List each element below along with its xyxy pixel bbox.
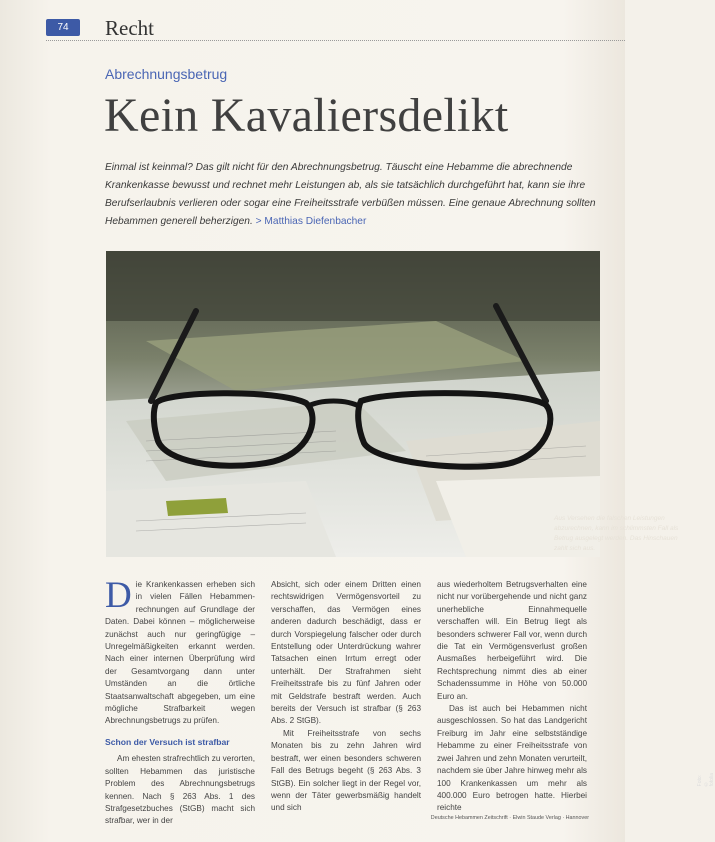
- author-byline: > Matthias Diefenbacher: [255, 216, 367, 227]
- body-paragraph: Mit Freiheitsstrafe von sechs Monaten bis zu zehn Jahren wird bestraft, wer einen besonders schweren Fall des Betrugs begeht (§ 263 Abs. 3 StGB). Ein solcher liegt in der Regel vor, wenn der Täter gewerbsmäßig handelt und sich: [271, 728, 421, 813]
- article-kicker: Abrechnungsbetrug: [105, 66, 228, 82]
- lead-text: Einmal ist keinmal? Das gilt nicht für den Abrechnungsbetrug. Täuscht eine Hebamme die abrechnende Krankenkasse bewusst und rechnet mehr Leistungen ab, als sie tatsächlich durchgeführt hat, kann sie ihre Berufserlaubnis verlieren oder sogar eine Freiheitsstrafe verbüßen müssen. Eine genaue Abrechnung sollten Hebammen generell beherzigen.: [105, 162, 596, 227]
- body-column-1: [105, 575, 255, 828]
- body-column-3: [437, 579, 587, 815]
- section-title: Recht: [105, 16, 154, 40]
- article-body: [105, 575, 601, 826]
- body-column-2: [271, 579, 421, 815]
- body-paragraph: ie Krankenkassen erheben sich in vielen Fällen Hebammenrechnungen auf Grundlage der Daten. Dabei können – möglicherweise zunächst auch nur geringfügige – Unregelmäßigkeiten erkannt werden. Nach einer internen Überprüfung wird der Gesamtvorgang dann unter Umständen an die örtliche Staatsanwaltschaft abgegeben, um eine mögliche Strafbarkeit wegen Abrechnungsbetrugs zu prüfen.: [105, 580, 255, 726]
- drop-cap: D: [105, 575, 132, 616]
- page-number-badge: 74: [46, 19, 80, 36]
- article-lead: [105, 159, 605, 231]
- body-subheading: Schon der Versuch ist strafbar: [105, 736, 230, 747]
- photo-credit: Foto: © fotolia: [697, 772, 715, 787]
- glasses-on-papers-image: [106, 251, 600, 557]
- photo-caption: Aus Versehen die falschen Leistungen abzurechnen, kann im schlimmsten Fall als Betrug ausgelegt werden. Das Hinschauen zahlt sich aus.: [554, 515, 679, 552]
- header-divider: [46, 40, 625, 41]
- body-paragraph: Das ist auch bei Hebammen nicht ausgeschlossen. So hat das Landgericht Freiburg im Jahr eine selbstständige Hebamme zu einer Freiheitsstrafe von zwei Jahren und zehn Monaten verurteilt, nachdem sie über Jahre hinweg mehr als 100 Krankenkassen um mehr als 400.000 Euro betrogen hatte. Hierbei reichte: [437, 704, 587, 813]
- body-paragraph: Am ehesten strafrechtlich zu verorten, sollten Hebammen das juristische Problem des Abrechnungsbetrugs kennen. Nach § 263 Abs. 1 des Strafgesetzbuches (StGB) macht sich strafbar, wer in der: [105, 754, 255, 826]
- page-footer: Deutsche Hebammen Zeitschrift · Elwin Staude Verlag · Hannover: [430, 815, 589, 821]
- article-headline: Kein Kavaliersdelikt: [104, 89, 509, 142]
- body-paragraph: aus wiederholtem Betrugsverhalten eine nicht nur vorübergehende und nicht ganz unerhebliche Einnahmequelle verschaffen will. Ein Betrug liegt als besonders schwerer Fall vor, wenn durch die Tat ein Vermögensverlust großen Ausmaßes herbeigeführt wird. Die Rechtsprechung nimmt dies ab einer Schadenssumme in Höhe von 50.000 Euro an.: [437, 580, 587, 701]
- body-paragraph: Absicht, sich oder einem Dritten einen rechtswidrigen Vermögensvorteil zu verschaffen, das Vermögen eines anderen dadurch beschädigt, dass er durch Vorspiegelung falscher oder durch Entstellung oder Unterdrückung wahrer Tatsachen einen Irrtum erregt oder unterhält. Der Strafrahmen sieht Freiheitsstrafe bis zu fünf Jahren oder mit Geldstrafe bestraft werden. Auch bereits der Versuch ist strafbar (§ 263 Abs. 2 StGB).: [271, 580, 421, 726]
